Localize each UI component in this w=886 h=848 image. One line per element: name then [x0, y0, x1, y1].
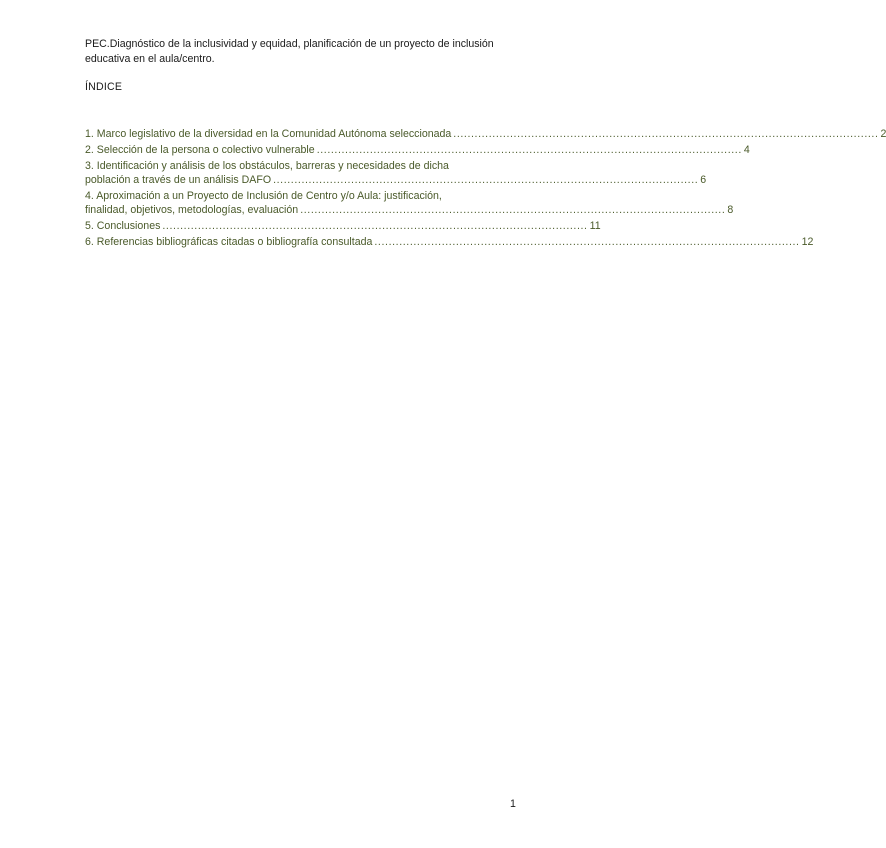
toc-entry-1[interactable]	[85, 127, 886, 141]
toc-entry-2[interactable]	[85, 143, 750, 157]
toc-page-number: 12	[801, 236, 814, 249]
toc-leader-dots: ........................................................................................................................	[162, 220, 588, 233]
toc-entry-4[interactable]	[85, 189, 734, 217]
toc-leader-dots: ........................................................................................................................	[374, 236, 800, 249]
toc-entry-title-line-1: 4. Aproximación a un Proyecto de Inclusión de Centro y/o Aula: justificación,	[85, 190, 442, 203]
toc-entry-title: 5. Conclusiones	[85, 220, 161, 233]
toc-leader-dots: ........................................................................................................................	[316, 144, 742, 156]
toc-entry-title-line-2: finalidad, objetivos, metodologías, evaluación	[85, 204, 299, 217]
header-line-2: educativa en el aula/centro.	[85, 53, 215, 65]
table-of-contents	[85, 127, 886, 251]
toc-entry-title-line-1: 3. Identificación y análisis de los obstáculos, barreras y necesidades de dicha	[85, 160, 449, 172]
toc-page-number: 4	[743, 144, 750, 156]
toc-page-number: 8	[727, 204, 734, 217]
toc-page-number: 6	[700, 174, 707, 187]
toc-entry-title: 6. Referencias bibliográficas citadas o bibliografía consultada	[85, 236, 373, 249]
toc-entry-title: 2. Selección de la persona o colectivo vulnerable	[85, 144, 315, 156]
toc-leader-dots: ........................................................................................................................	[453, 128, 879, 140]
toc-entry-5[interactable]	[85, 219, 601, 233]
document-header	[85, 37, 525, 67]
toc-entry-title-line-2: población a través de un análisis DAFO	[85, 174, 272, 187]
toc-leader-dots: ........................................................................................................................	[273, 174, 699, 187]
header-line-1: PEC.Diagnóstico de la inclusividad y equidad, planificación de un proyecto de inclusión	[85, 38, 494, 50]
toc-leader-dots: ........................................................................................................................	[300, 204, 726, 217]
toc-entry-6[interactable]	[85, 235, 814, 249]
toc-page-number: 2	[880, 128, 886, 140]
toc-entry-3[interactable]	[85, 159, 707, 187]
index-title: ÍNDICE	[85, 81, 123, 93]
toc-entry-title: 1. Marco legislativo de la diversidad en la Comunidad Autónoma seleccionada	[85, 128, 452, 140]
toc-page-number: 11	[589, 220, 601, 233]
page-number: 1	[510, 798, 516, 810]
